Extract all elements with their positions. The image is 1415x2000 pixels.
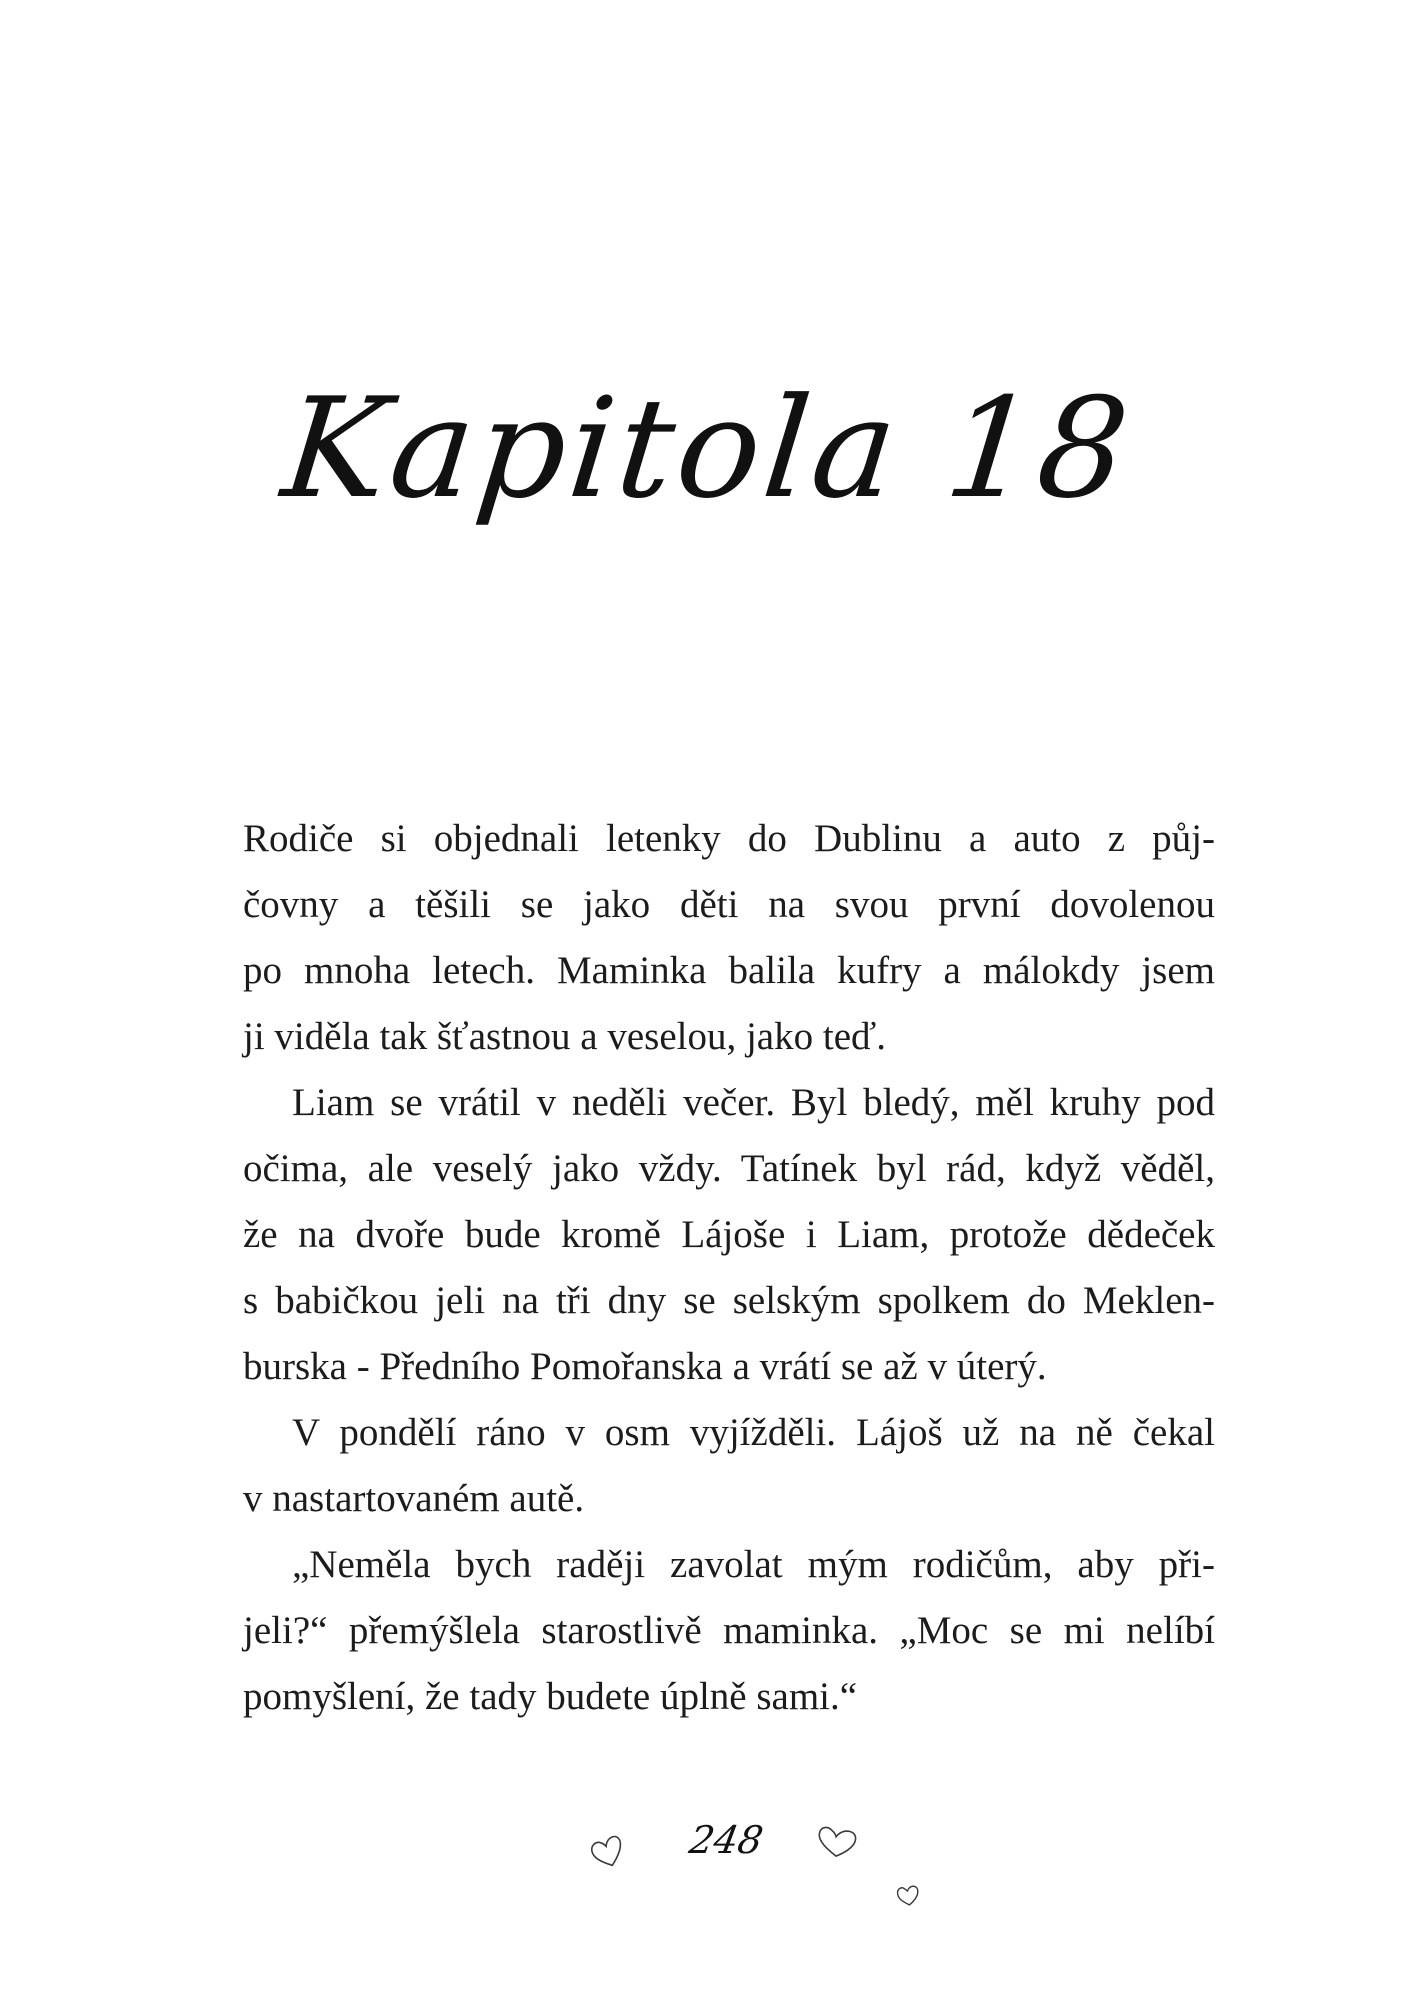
text-line: že na dvoře bude kromě Lájoše i Liam, protože dědeček [243, 1213, 1215, 1256]
heart-outline-icon [814, 1824, 860, 1860]
heart-outline-icon [895, 1882, 921, 1908]
paragraph [243, 1532, 1215, 1730]
text-line: ji viděla tak šťastnou a veselou, jako teď. [243, 1015, 886, 1058]
text-line: burska - Předního Pomořanska a vrátí se až v úterý. [243, 1345, 1047, 1388]
text-line: s babičkou jeli na tři dny se selským spolkem do Meklen- [243, 1279, 1215, 1322]
text-line: „Neměla bych raději zavolat mým rodičům, aby při- [292, 1543, 1215, 1586]
page-number: 248 [686, 1818, 767, 1862]
text-line: V pondělí ráno v osm vyjížděli. Lájoš už na ně čekal [292, 1411, 1215, 1454]
text-line: jeli?“ přemýšlela starostlivě maminka. „Moc se mi nelíbí [243, 1609, 1215, 1652]
paragraph [243, 1400, 1215, 1532]
text-line: Rodiče si objednali letenky do Dublinu a auto z půj- [243, 817, 1215, 860]
text-line: pomyšlení, že tady budete úplně sami.“ [243, 1675, 858, 1718]
text-line: po mnoha letech. Maminka balila kufry a málokdy jsem [243, 949, 1215, 992]
heart-outline-icon [590, 1835, 626, 1869]
paragraph [243, 806, 1215, 1070]
body-text [243, 806, 1215, 1730]
paragraph [243, 1070, 1215, 1400]
text-line: v nastartovaném autě. [243, 1477, 585, 1520]
chapter-title: Kapitola 18 [275, 368, 1140, 529]
text-line: očima, ale veselý jako vždy. Tatínek byl rád, když věděl, [243, 1147, 1215, 1190]
text-line: Liam se vrátil v neděli večer. Byl bledý, měl kruhy pod [292, 1081, 1215, 1124]
text-line: čovny a těšili se jako děti na svou první dovolenou [243, 883, 1215, 926]
